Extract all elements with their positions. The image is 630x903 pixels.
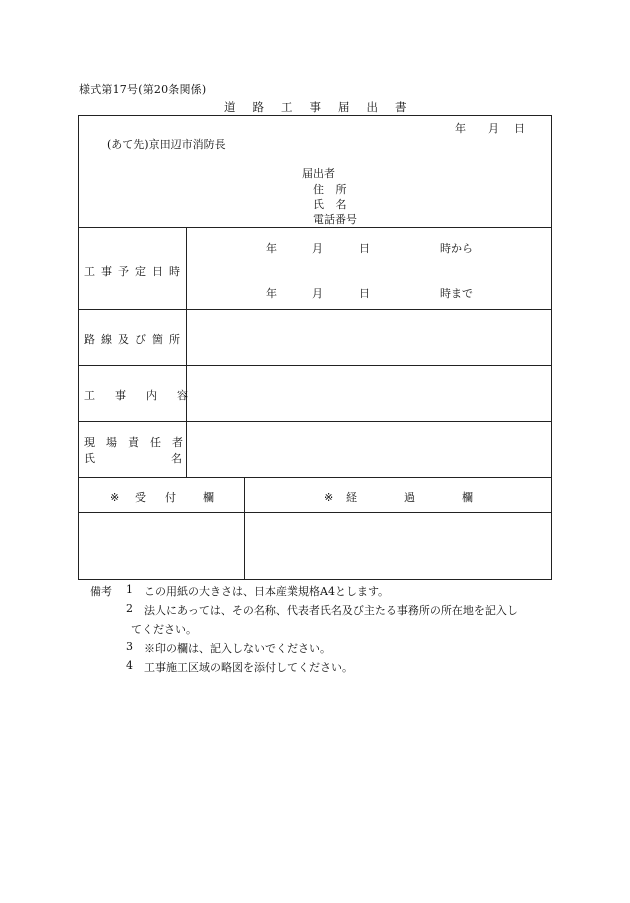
note-text: この用紙の大きさは、日本産業規格A4とします。 (144, 585, 390, 598)
reception-column-divider (244, 477, 245, 580)
applicant-address-label: 住 所 (313, 183, 347, 196)
note-text: 工事施工区域の略図を添付してください。 (144, 661, 353, 674)
label-char: 線 (101, 333, 112, 346)
to-time: 時まで (440, 287, 473, 300)
label-char: 者 (172, 436, 183, 449)
title-char: 事 (309, 100, 321, 114)
title-char: 届 (338, 100, 350, 114)
label-char: 過 (404, 491, 415, 504)
manager-label-line2 (84, 450, 182, 466)
to-month: 月 (312, 287, 323, 300)
from-time: 時から (440, 242, 473, 255)
title-char: 工 (281, 100, 293, 114)
note-text-continuation: てください。 (131, 623, 197, 636)
label-char: 路 (84, 333, 95, 346)
title-char: 道 (224, 100, 236, 114)
label-char: 日 (152, 265, 163, 278)
document-title (224, 99, 407, 115)
label-char: 及 (118, 333, 129, 346)
row-divider (78, 309, 552, 310)
label-char: 欄 (203, 491, 214, 504)
label-char: 場 (106, 436, 117, 449)
route-label (84, 331, 180, 347)
row-divider (78, 512, 552, 513)
note-text: ※印の欄は、記入しないでください。 (144, 642, 331, 655)
label-char: 定 (135, 265, 146, 278)
label-char: 工 (84, 265, 95, 278)
label-char: 名 (171, 452, 182, 465)
label-column-divider (186, 227, 187, 477)
label-char: 箇 (152, 333, 163, 346)
label-char: 所 (169, 333, 180, 346)
to-year: 年 (266, 287, 277, 300)
note-text: 法人にあっては、その名称、代表者氏名及び主たる事務所の所在地を記入し (144, 604, 518, 617)
label-char: 予 (118, 265, 129, 278)
label-char: び (135, 333, 146, 346)
applicant-label: 届出者 (302, 167, 335, 180)
to-day: 日 (359, 287, 370, 300)
label-char: 容 (177, 389, 188, 402)
label-char: 内 (146, 389, 157, 402)
label-char: 現 (84, 436, 95, 449)
label-char: ※ (324, 491, 334, 504)
row-divider (78, 227, 552, 228)
header-day: 日 (514, 122, 525, 135)
from-month: 月 (312, 242, 323, 255)
title-char: 路 (252, 100, 264, 114)
label-char: 責 (128, 436, 139, 449)
label-char: 欄 (462, 491, 473, 504)
header-month: 月 (488, 122, 499, 135)
addressee: (あて先)京田辺市消防長 (107, 138, 226, 151)
schedule-label (84, 263, 180, 279)
title-char: 出 (366, 100, 378, 114)
content-label (84, 387, 188, 403)
manager-label-line1 (84, 434, 183, 450)
label-char: 受 (135, 491, 146, 504)
progress-header (324, 489, 473, 505)
label-char: 工 (84, 389, 95, 402)
note-number: 2 (126, 602, 133, 615)
label-char: 事 (115, 389, 126, 402)
note-number: 4 (126, 659, 133, 672)
label-char: ※ (110, 491, 120, 504)
label-char: 事 (101, 265, 112, 278)
row-divider (78, 477, 552, 478)
reception-header (110, 489, 214, 505)
note-number: 3 (126, 640, 133, 653)
label-char: 付 (165, 491, 176, 504)
header-year: 年 (455, 122, 466, 135)
applicant-phone-label: 電話番号 (313, 213, 357, 226)
from-day: 日 (359, 242, 370, 255)
label-char: 経 (346, 491, 357, 504)
note-number: 1 (126, 583, 133, 596)
form-number: 様式第17号(第20条関係) (79, 83, 207, 96)
label-char: 氏 (84, 452, 95, 465)
notes-heading: 備考 (90, 585, 112, 598)
row-divider (78, 365, 552, 366)
title-char: 書 (395, 100, 407, 114)
row-divider (78, 421, 552, 422)
applicant-name-label: 氏 名 (313, 198, 347, 211)
from-year: 年 (266, 242, 277, 255)
label-char: 時 (169, 265, 180, 278)
label-char: 任 (150, 436, 161, 449)
